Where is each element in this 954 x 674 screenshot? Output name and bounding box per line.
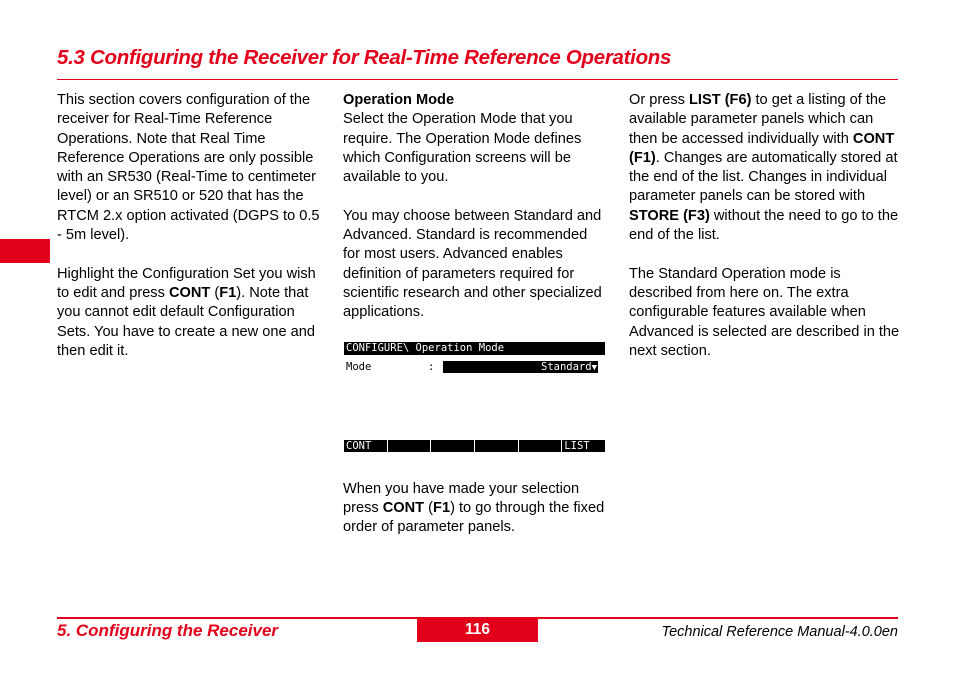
- standard-mode-paragraph: The Standard Operation mode is described from here on. The extra configurable features available when Advanced is selected are described in the next section.: [629, 265, 900, 359]
- text-run: (: [210, 284, 220, 301]
- standard-advanced-paragraph: You may choose between Standard and Advanced. Standard is recommended for most users. Advanced enables definition of parameters required for scientific research and other specialized applications.: [343, 207, 602, 321]
- screen-title: CONFIGURE\ Operation Mode: [344, 342, 605, 355]
- text-run: ). Note that you cannot edit default Configuration Sets. You have to create a new one and then edit it.: [57, 284, 316, 359]
- function-key-bar: [344, 440, 605, 452]
- key-cont: CONT: [168, 284, 211, 301]
- selection-paragraph: [343, 480, 608, 538]
- mode-label: Mode: [346, 360, 372, 373]
- fkey-list[interactable]: LIST: [562, 440, 605, 452]
- text-run: ) to go through the fixed order of parameter panels.: [343, 500, 605, 536]
- column-middle: [343, 91, 608, 557]
- column-left: [57, 91, 327, 380]
- mode-select[interactable]: [443, 361, 598, 373]
- text-run: When you have made your selection press: [343, 480, 580, 517]
- text-run: to get a listing of the available parameter panels which can then be accessed individually with: [629, 92, 887, 147]
- text-run: Or press: [629, 92, 690, 108]
- intro-paragraph: This section covers configuration of the receiver for Real-Time Reference Operations. Note that Real Time Reference Operations are only possible with an SR530 (Real-Time to centimeter level) or an SR510 or 520 that has the RTCM 2.x option activated (DGPS to 0.5 - 5m level).: [57, 92, 320, 244]
- key-f1: F1: [433, 500, 451, 517]
- operation-mode-block: [343, 91, 608, 187]
- fkey-f3[interactable]: [431, 440, 475, 452]
- mode-colon: :: [428, 360, 435, 373]
- operation-mode-heading: Operation Mode: [343, 92, 455, 108]
- highlight-paragraph: [57, 265, 327, 361]
- operation-mode-text: Select the Operation Mode that you require. The Operation Mode defines which Configuration screens will be available to you.: [343, 111, 582, 186]
- fkey-cont[interactable]: CONT: [344, 440, 388, 452]
- section-title: 5.3 Configuring the Receiver for Real-Time Reference Operations: [57, 46, 672, 69]
- text-run: without the need to go to the end of the list.: [629, 207, 899, 244]
- list-paragraph: [629, 91, 904, 245]
- chapter-side-tab: [0, 239, 50, 263]
- key-cont: CONT: [382, 500, 425, 517]
- key-store-f3: STORE (F3): [629, 207, 710, 224]
- page-number: 116: [417, 619, 538, 642]
- receiver-screen: [344, 342, 605, 460]
- title-divider: [57, 79, 898, 80]
- footer-manual-title: Technical Reference Manual-4.0.0en: [661, 624, 898, 640]
- footer-chapter: 5. Configuring the Receiver: [57, 621, 279, 640]
- fkey-f4[interactable]: [475, 440, 519, 452]
- key-cont-f1: CONT (F1): [629, 130, 895, 166]
- mode-value: Standard: [541, 360, 592, 373]
- key-f1: F1: [219, 284, 237, 301]
- text-run: (: [424, 500, 434, 517]
- dropdown-arrow-icon: ▼: [591, 362, 597, 373]
- text-run: Highlight the Configuration Set you wish to edit and press: [57, 265, 316, 301]
- fkey-f5[interactable]: [519, 440, 563, 452]
- fkey-f2[interactable]: [388, 440, 432, 452]
- text-run: . Changes are automatically stored at the end of the list. Changes in individual parameter panels can be stored with: [629, 149, 898, 205]
- column-right: [629, 91, 904, 380]
- mode-row: [346, 361, 600, 374]
- key-list-f6: LIST (F6): [689, 92, 752, 108]
